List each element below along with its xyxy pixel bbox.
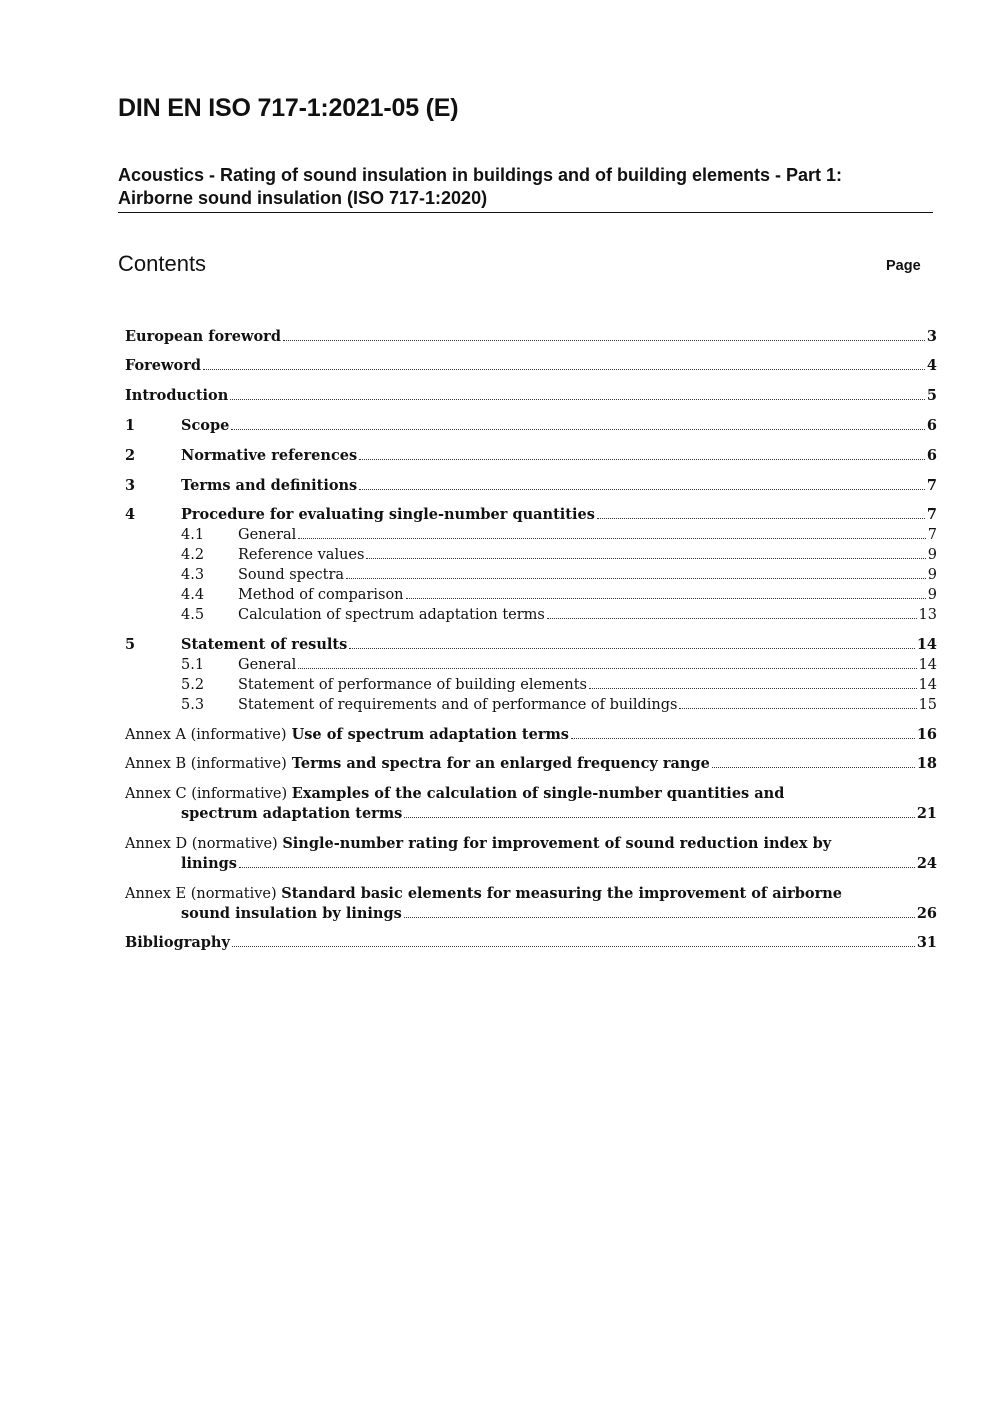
toc-entry-page: 14 <box>918 657 937 673</box>
toc-entry-page: 26 <box>916 905 937 922</box>
toc-entry-title: Foreword <box>125 357 201 374</box>
toc-entry-european-foreword[interactable] <box>125 327 937 347</box>
toc-entry-title: European foreword <box>125 328 281 345</box>
toc-entry-annex-e-line1[interactable] <box>125 884 842 904</box>
toc-entry-page: 15 <box>918 697 937 713</box>
toc-entry-title: General <box>238 657 297 673</box>
annex-prefix: Annex A (informative) <box>125 727 287 743</box>
toc-entry-procedure[interactable] <box>125 505 937 525</box>
toc-entry-number: 4 <box>125 506 136 523</box>
page-column-label: Page <box>886 258 921 274</box>
toc-entry-number: 5.2 <box>181 677 205 693</box>
toc-entry-title: Single-number rating for improvement of sound reduction index by <box>282 835 832 852</box>
document-title: DIN EN ISO 717-1:2021-05 (E) <box>118 94 459 122</box>
toc-entry-title: Method of comparison <box>238 587 404 603</box>
toc-entry-annex-b[interactable] <box>125 754 937 774</box>
toc-entry-annex-d-line1[interactable] <box>125 834 831 854</box>
toc-entry-title: General <box>238 527 297 543</box>
toc-entry-page: 7 <box>927 527 937 543</box>
toc-entry-page: 4 <box>926 357 937 374</box>
toc-entry-title-cont: linings <box>181 855 237 872</box>
toc-entry-page: 3 <box>926 328 937 345</box>
toc-entry-number: 4.5 <box>181 607 205 623</box>
toc-entry-number: 5.3 <box>181 697 205 713</box>
subtitle-line-1: Acoustics - Rating of sound insulation in buildings and of building elements - Part 1: <box>118 165 843 185</box>
annex-prefix: Annex C (informative) <box>125 786 288 802</box>
toc-entry-4-3[interactable] <box>125 565 937 585</box>
toc-entry-bibliography[interactable] <box>125 933 937 953</box>
toc-entry-5-1[interactable] <box>125 655 937 675</box>
toc-entry-terms-and-definitions[interactable] <box>125 476 937 496</box>
toc-entry-number: 3 <box>125 477 136 494</box>
toc-entry-page: 24 <box>916 855 937 872</box>
toc-entry-number: 2 <box>125 447 136 464</box>
toc-entry-annex-e[interactable] <box>125 904 937 924</box>
toc-entry-title: Bibliography <box>125 934 230 951</box>
toc-entry-number: 4.3 <box>181 567 205 583</box>
toc-entry-title: Calculation of spectrum adaptation terms <box>238 607 545 623</box>
toc-entry-title: Procedure for evaluating single-number quantities <box>181 506 595 523</box>
toc-entry-page: 21 <box>916 805 937 822</box>
annex-prefix: Annex E (normative) <box>125 886 277 902</box>
toc-entry-4-1[interactable] <box>125 525 937 545</box>
toc-entry-annex-c[interactable] <box>125 804 937 824</box>
toc-entry-number: 4.1 <box>181 527 205 543</box>
toc-entry-number: 5.1 <box>181 657 205 673</box>
toc-entry-page: 13 <box>918 607 937 623</box>
toc-entry-4-2[interactable] <box>125 545 937 565</box>
toc-entry-page: 6 <box>926 417 937 434</box>
toc-entry-title: Scope <box>181 417 230 434</box>
toc-entry-page: 18 <box>916 755 937 772</box>
toc-entry-page: 16 <box>916 726 937 743</box>
toc-entry-page: 5 <box>926 387 937 404</box>
toc-entry-title-cont: sound insulation by linings <box>181 905 402 922</box>
toc-entry-introduction[interactable] <box>125 386 937 406</box>
toc-entry-title: Terms and definitions <box>181 477 358 494</box>
toc-entry-page: 7 <box>926 477 937 494</box>
toc-entry-number: 4.4 <box>181 587 205 603</box>
toc-entry-title: Statement of results <box>181 636 348 653</box>
toc-entry-page: 14 <box>916 636 937 653</box>
toc-entry-page: 14 <box>918 677 937 693</box>
toc-entry-foreword[interactable] <box>125 356 937 376</box>
contents-heading: Contents <box>118 251 207 276</box>
document-subtitle <box>118 164 933 213</box>
toc-entry-statement-of-results[interactable] <box>125 635 937 655</box>
toc-entry-5-3[interactable] <box>125 695 937 715</box>
toc-entry-title: Use of spectrum adaptation terms <box>291 726 569 743</box>
toc-entry-annex-a[interactable] <box>125 725 937 745</box>
toc-entry-normative-references[interactable] <box>125 446 937 466</box>
toc-entry-annex-d[interactable] <box>125 854 937 874</box>
toc-entry-page: 9 <box>927 587 937 603</box>
toc-entry-title: Terms and spectra for an enlarged frequency range <box>291 755 710 772</box>
toc-entry-title-cont: spectrum adaptation terms <box>181 805 403 822</box>
toc-entry-title: Sound spectra <box>238 567 345 583</box>
toc-entry-number: 1 <box>125 417 136 434</box>
toc-entry-title: Standard basic elements for measuring the improvement of airborne <box>281 885 842 902</box>
annex-prefix: Annex D (normative) <box>125 836 278 852</box>
toc-entry-5-2[interactable] <box>125 675 937 695</box>
toc-entry-page: 7 <box>926 506 937 523</box>
toc-entry-title: Examples of the calculation of single-number quantities and <box>291 785 785 802</box>
toc-entry-title: Normative references <box>181 447 358 464</box>
toc-entry-number: 4.2 <box>181 547 205 563</box>
toc-entry-title: Reference values <box>238 547 365 563</box>
toc-entry-title: Statement of requirements and of performance of buildings <box>238 697 678 713</box>
toc-entry-page: 31 <box>916 934 937 951</box>
toc-entry-title: Statement of performance of building elements <box>238 677 587 693</box>
toc-entry-4-4[interactable] <box>125 585 937 605</box>
toc-entry-page: 9 <box>927 547 937 563</box>
annex-prefix: Annex B (informative) <box>125 756 287 772</box>
toc-entry-annex-c-line1[interactable] <box>125 784 784 804</box>
toc-entry-scope[interactable] <box>125 416 937 436</box>
subtitle-line-2: Airborne sound insulation (ISO 717-1:2020) <box>118 188 488 208</box>
toc-entry-page: 9 <box>927 567 937 583</box>
toc-entry-page: 6 <box>926 447 937 464</box>
toc-entry-title: Introduction <box>125 387 229 404</box>
toc-entry-number: 5 <box>125 636 136 653</box>
toc-entry-4-5[interactable] <box>125 605 937 625</box>
